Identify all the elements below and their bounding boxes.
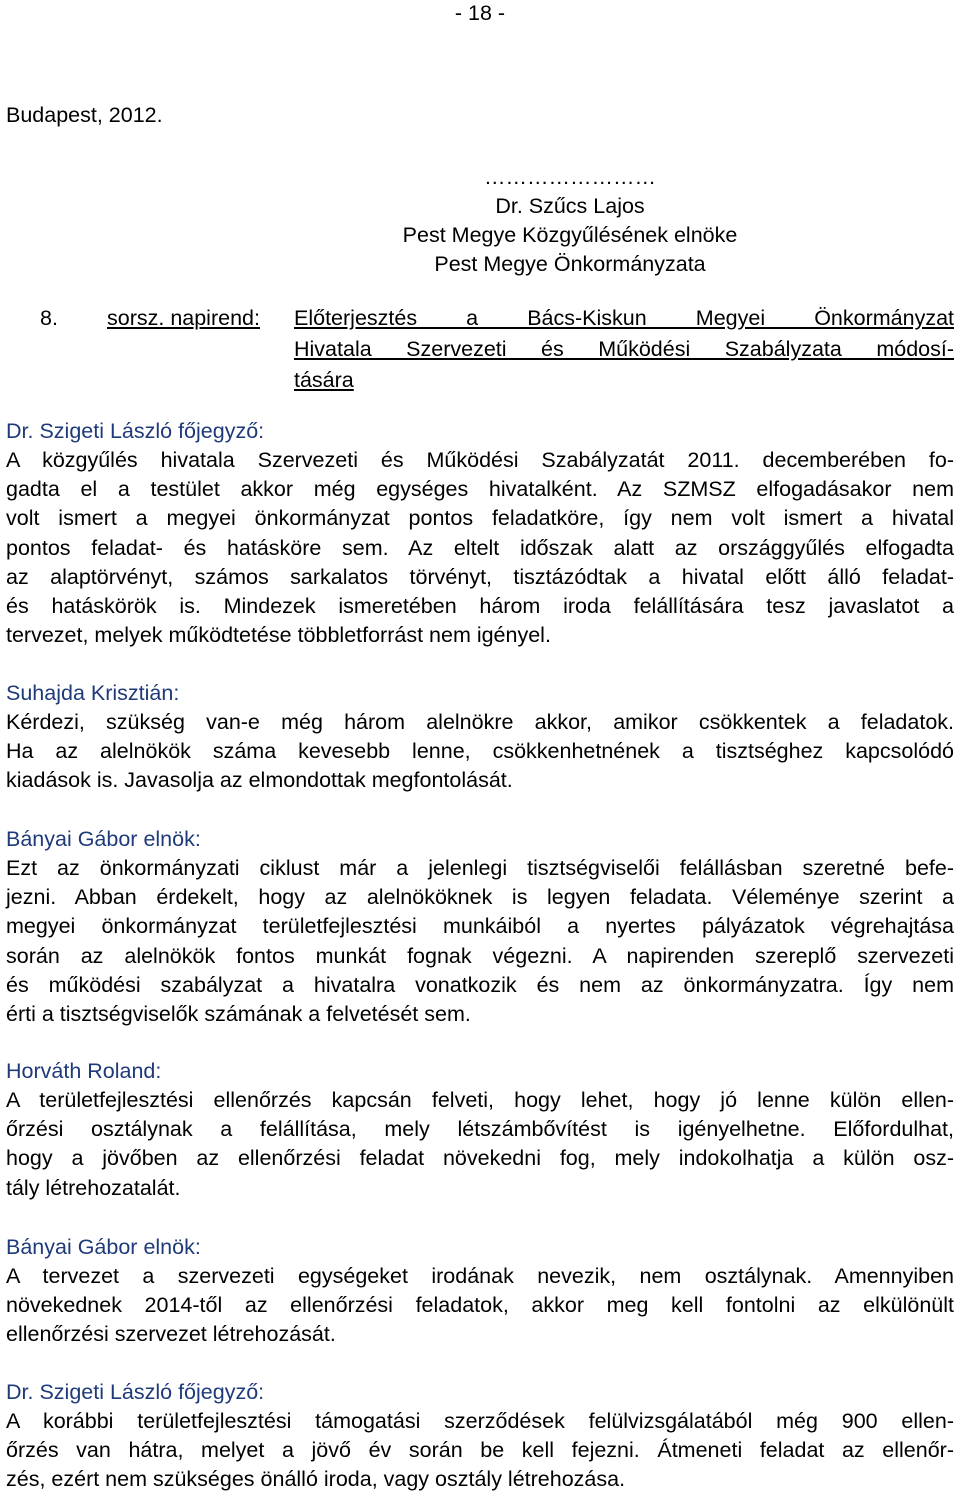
text-line: Ha az alelnökök száma kevesebb lenne, csökkenhetnének a tisztséghez kapcsolódó — [6, 739, 954, 764]
agenda-title-line: Előterjesztés a Bács-Kiskun Megyei Önkormányzat — [294, 306, 954, 330]
speech-text — [6, 1086, 954, 1203]
speech-text — [6, 446, 954, 650]
page-number: - 18 - — [454, 1, 506, 25]
agenda-number: 8. — [40, 306, 58, 330]
text-line: és hatáskörök is. Mindezek ismeretében három iroda felállítására tesz javaslatot a — [6, 594, 954, 619]
text-line: jezni. Abban érdekelt, hogy az alelnököknek is legyen feladata. Véleménye szerint a — [6, 885, 954, 910]
text-line: az alaptörvényt, számos sarkalatos törvényt, tisztázódtak a hivatal előtt álló feladat- — [6, 564, 954, 589]
text-line: volt ismert a megyei önkormányzat pontos feladatköre, így nem volt ismert a hivatal — [6, 506, 954, 531]
speech-text — [6, 708, 954, 796]
text-line: zés, ezért nem szükséges önálló iroda, vagy osztály létrehozása. — [6, 1467, 626, 1492]
signatory-name: Dr. Szűcs Lajos — [495, 194, 645, 218]
speech-section — [6, 679, 954, 796]
text-line: A tervezet a szervezeti egységeket irodának nevezik, nem osztálynak. Amennyiben — [6, 1264, 954, 1288]
agenda-title — [294, 303, 954, 396]
speech-text — [6, 854, 954, 1029]
text-line: pontos feladat- és hatásköre sem. Az eltelt időszak alatt az országgyűlés elfogadta — [6, 535, 954, 560]
signatory-organization: Pest Megye Önkormányzata — [434, 252, 706, 276]
text-line: őrzés van hátra, melyet a jövő év során be kell fejezni. Átmeneti feladat az ellenőr- — [6, 1438, 954, 1463]
text-line: kiadások is. Javasolja az elmondottak megfontolását. — [6, 768, 513, 793]
place-date: Budapest, 2012. — [6, 103, 163, 127]
text-line: érti a tisztségviselők számának a felvetését sem. — [6, 1002, 471, 1027]
speech-section — [6, 825, 954, 1029]
speech-section — [6, 1233, 954, 1350]
text-line: Kérdezi, szükség van-e még három alelnökre akkor, amikor csökkentek a feladatok. — [6, 710, 954, 734]
speaker-name: Bányai Gábor elnök: — [6, 1235, 201, 1259]
speaker-name: Horváth Roland: — [6, 1059, 162, 1083]
agenda-label: sorsz. napirend: — [107, 306, 260, 330]
speaker-name: Bányai Gábor elnök: — [6, 827, 201, 851]
text-line: gadta el a testület akkor még egységes hivatalként. Az SZMSZ elfogadásakor nem — [6, 477, 954, 502]
text-line: A korábbi területfejlesztési támogatási szerződések felülvizsgálatából még 900 ellen- — [6, 1409, 954, 1433]
signature-block — [300, 163, 840, 279]
text-line: Ezt az önkormányzati ciklust már a jelenlegi tisztségviselői felállásban szeretné befe- — [6, 856, 954, 880]
text-line: során az alelnökök fontos munkát fognak végezni. A napirenden szereplő szervezeti — [6, 943, 954, 968]
text-line: megyei önkormányzat területfejlesztési munkáiból a nyertes pályázatok végrehajtása — [6, 914, 954, 939]
text-line: A területfejlesztési ellenőrzés kapcsán felveti, hogy lehet, hogy jó lenne külön ellen- — [6, 1088, 954, 1112]
text-line: ellenőrzési szervezet létrehozását. — [6, 1322, 336, 1347]
agenda-title-line: tására — [294, 368, 354, 392]
speaker-name: Dr. Szigeti László főjegyző: — [6, 419, 265, 443]
text-line: növekednek 2014-től az ellenőrzési feladatok, akkor meg kell fontolni az elkülönült — [6, 1293, 954, 1318]
speech-section — [6, 417, 954, 650]
text-line: hogy a jövőben az ellenőrzési feladat növekedni fog, mely indokolhatja a külön osz- — [6, 1146, 954, 1171]
speech-text — [6, 1262, 954, 1350]
speech-text — [6, 1407, 954, 1495]
text-line: őrzési osztálynak a felállítása, mely létszámbővítést is igényelhetne. Előfordulhat, — [6, 1117, 954, 1142]
speech-section — [6, 1057, 954, 1203]
signatory-role: Pest Megye Közgyűlésének elnöke — [402, 223, 738, 247]
text-line: A közgyűlés hivatala Szervezeti és Működési Szabályzatát 2011. decemberében fo- — [6, 448, 954, 472]
text-line: és működési szabályzat a hivatalra vonatkozik és nem az önkormányzatra. Így nem — [6, 972, 954, 997]
text-line: tervezet, melyek működtetése többletforrást nem igényel. — [6, 623, 551, 648]
agenda-title-line: Hivatala Szervezeti és Működési Szabályzata módosí- — [294, 337, 954, 361]
speech-section — [6, 1378, 954, 1495]
speaker-name: Suhajda Krisztián: — [6, 681, 180, 705]
signature-dots: …………………… — [484, 165, 656, 189]
speaker-name: Dr. Szigeti László főjegyző: — [6, 1380, 265, 1404]
text-line: tály létrehozatalát. — [6, 1175, 181, 1200]
